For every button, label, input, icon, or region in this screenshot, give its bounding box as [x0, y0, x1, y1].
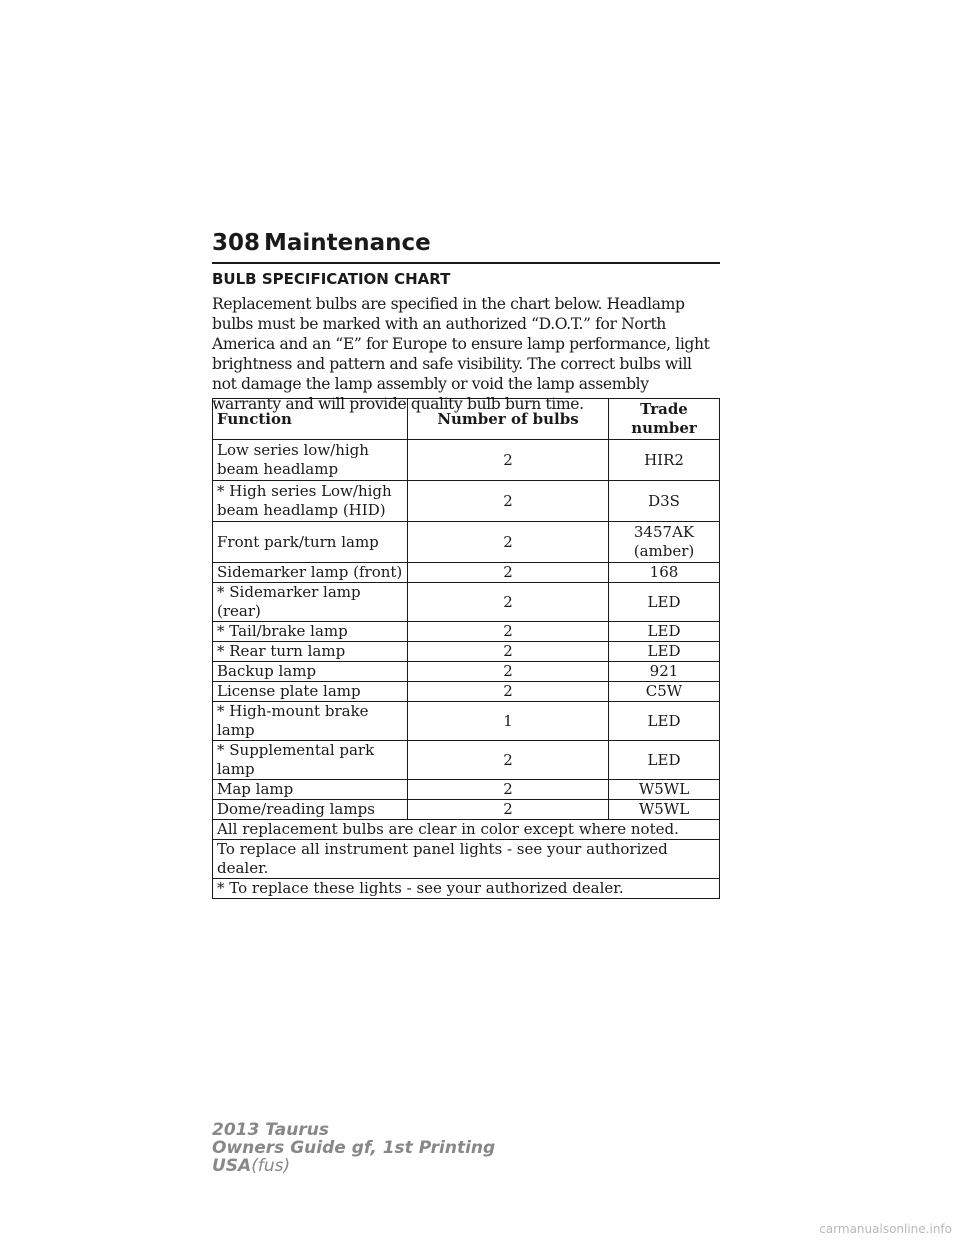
footer-region-code: USA	[212, 1156, 252, 1176]
table-row	[213, 440, 720, 481]
table-row	[213, 800, 720, 820]
table-row	[213, 741, 720, 780]
cell-trade: W5WL	[609, 800, 720, 820]
cell-count: 2	[408, 522, 609, 563]
cell-trade: W5WL	[609, 780, 720, 800]
cell-trade: 921	[609, 662, 720, 682]
note-dealer: * To replace these lights - see your authorized dealer.	[213, 879, 720, 899]
cell-trade: LED	[609, 702, 720, 741]
table-note-row	[213, 820, 720, 840]
cell-trade: LED	[609, 741, 720, 780]
cell-trade: C5W	[609, 682, 720, 702]
table-note-row	[213, 840, 720, 879]
table-header-row	[213, 399, 720, 440]
watermark: carmanualsonline.info	[819, 1222, 952, 1236]
table-row	[213, 702, 720, 741]
cell-function: * Rear turn lamp	[213, 642, 408, 662]
cell-trade: 168	[609, 563, 720, 583]
note-instrument-panel: To replace all instrument panel lights - see your authorized dealer.	[213, 840, 720, 879]
table-row	[213, 682, 720, 702]
table-row	[213, 481, 720, 522]
cell-function: Sidemarker lamp (front)	[213, 563, 408, 583]
cell-function: * High-mount brake lamp	[213, 702, 408, 741]
footer-region	[212, 1157, 495, 1175]
section-title: Maintenance	[264, 230, 431, 256]
cell-count: 2	[408, 563, 609, 583]
table-row	[213, 563, 720, 583]
cell-trade: LED	[609, 583, 720, 622]
cell-function: Map lamp	[213, 780, 408, 800]
cell-trade: LED	[609, 642, 720, 662]
cell-trade: HIR2	[609, 440, 720, 481]
cell-function: * High series Low/high beam headlamp (HID)	[213, 481, 408, 522]
intro-paragraph: Replacement bulbs are specified in the chart below. Headlamp bulbs must be marked with an authorized “D.O.T.” for North America and an “E” for Europe to ensure lamp performance, light brightness and pattern and safe visibility. The correct bulbs will not damage the lamp assembly or void the lamp assembly warranty and will provide quality bulb burn time.	[212, 295, 710, 413]
print-footer	[212, 1121, 495, 1175]
cell-trade: D3S	[609, 481, 720, 522]
cell-count: 1	[408, 702, 609, 741]
cell-function: Front park/turn lamp	[213, 522, 408, 563]
col-header-function: Function	[213, 399, 408, 440]
table-row	[213, 522, 720, 563]
cell-function: Low series low/high beam headlamp	[213, 440, 408, 481]
col-header-number-of-bulbs: Number of bulbs	[408, 399, 609, 440]
cell-trade: LED	[609, 622, 720, 642]
cell-count: 2	[408, 682, 609, 702]
cell-trade: 3457AK (amber)	[609, 522, 720, 563]
chart-heading: BULB SPECIFICATION CHART	[212, 270, 451, 288]
cell-function: * Sidemarker lamp (rear)	[213, 583, 408, 622]
cell-function: Backup lamp	[213, 662, 408, 682]
table-note-row	[213, 879, 720, 899]
table-row	[213, 780, 720, 800]
cell-count: 2	[408, 662, 609, 682]
cell-count: 2	[408, 780, 609, 800]
table-row	[213, 642, 720, 662]
note-clear-color: All replacement bulbs are clear in color except where noted.	[213, 820, 720, 840]
page-header	[212, 228, 720, 264]
cell-count: 2	[408, 481, 609, 522]
cell-function: * Supplemental park lamp	[213, 741, 408, 780]
cell-count: 2	[408, 583, 609, 622]
cell-function: License plate lamp	[213, 682, 408, 702]
bulb-spec-table	[212, 398, 720, 899]
footer-edition: Owners Guide gf, 1st Printing	[212, 1138, 496, 1158]
table-row	[213, 583, 720, 622]
cell-count: 2	[408, 741, 609, 780]
table-row	[213, 662, 720, 682]
page-number: 308	[212, 230, 261, 256]
col-header-trade-number: Trade number	[609, 399, 720, 440]
cell-function: Dome/reading lamps	[213, 800, 408, 820]
cell-count: 2	[408, 440, 609, 481]
footer-region-suffix: (fus)	[251, 1156, 291, 1176]
cell-count: 2	[408, 800, 609, 820]
cell-function: * Tail/brake lamp	[213, 622, 408, 642]
table-row	[213, 622, 720, 642]
cell-count: 2	[408, 622, 609, 642]
cell-count: 2	[408, 642, 609, 662]
footer-model: 2013 Taurus	[212, 1120, 329, 1140]
